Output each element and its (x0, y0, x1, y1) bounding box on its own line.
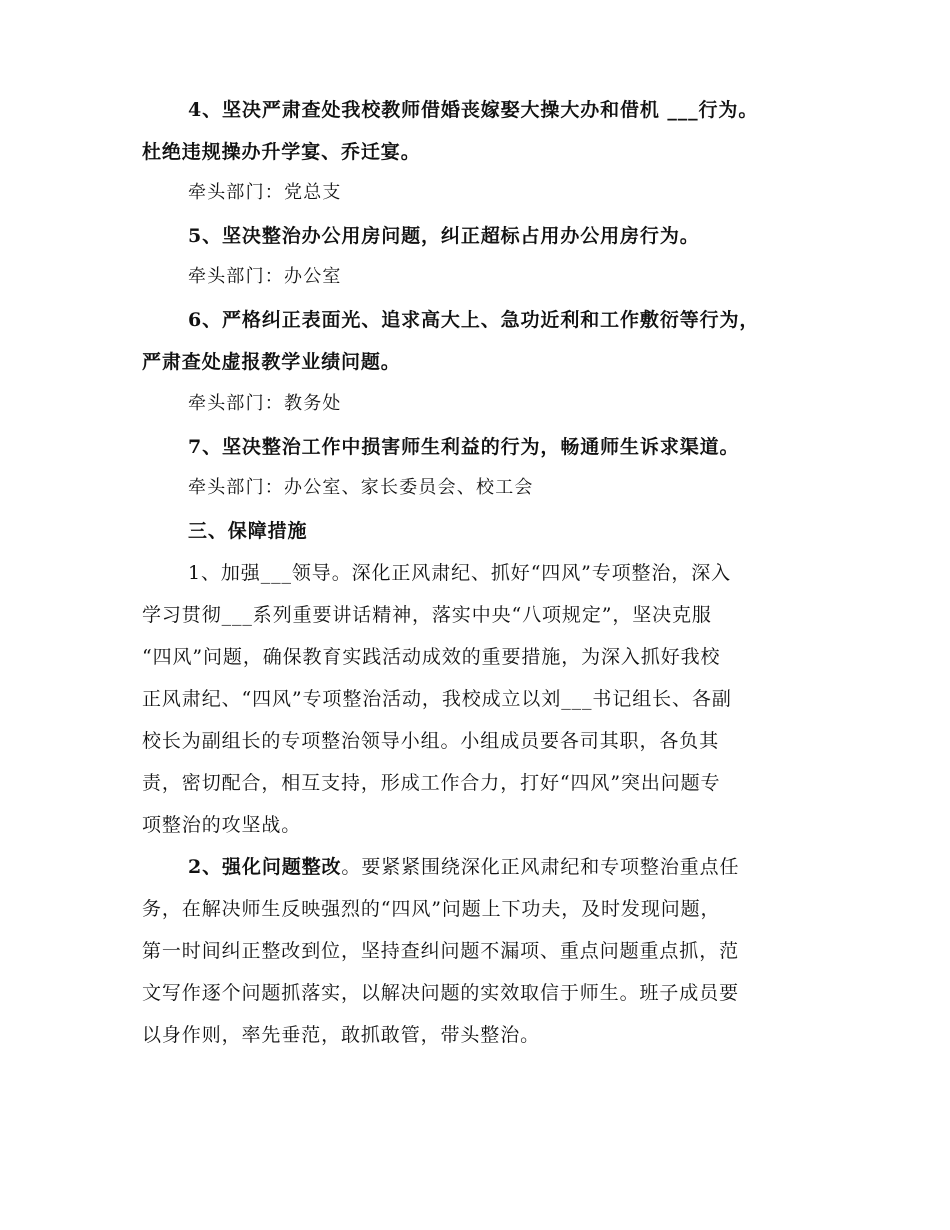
section3-heading: 三、保障措施 (188, 520, 308, 542)
para2-line: 以身作则，率先垂范，敢抓敢管，带头整治。 (142, 1024, 541, 1046)
item4-line1: 4、坚决严肃查处我校教师借婚丧嫁娶大操大办和借机 ___行为。 (188, 99, 759, 121)
para2-first-rest: 。要紧紧围绕深化正风肃纪和专项整治重点任 (341, 856, 740, 878)
para1-line: 校长为副组长的专项整治领导小组。小组成员要各司其职，各负其 (142, 730, 720, 752)
item5-line1: 5、坚决整治办公用房问题，纠正超标占用办公用房行为。 (188, 225, 700, 247)
item7-line1: 7、坚决整治工作中损害师生利益的行为，畅通师生诉求渠道。 (188, 436, 740, 458)
para1-line: 正风肃纪、“四风”专项整治活动，我校成立以刘___书记组长、各副 (142, 688, 732, 710)
item4-lead-dept: 牵头部门：党总支 (188, 182, 342, 203)
item5-lead-dept: 牵头部门：办公室 (188, 266, 342, 287)
para2-first-line (188, 853, 739, 881)
item4-line2: 杜绝违规操办升学宴、乔迁宴。 (142, 141, 421, 163)
para1-line: “四风”问题，确保教育实践活动成效的重要措施，为深入抓好我校 (142, 646, 721, 668)
item7-lead-dept: 牵头部门：办公室、家长委员会、校工会 (188, 477, 534, 498)
para2-line: 第一时间纠正整改到位，坚持查纠问题不漏项、重点问题重点抓，范 (142, 940, 740, 962)
item6-lead-dept: 牵头部门：教务处 (188, 393, 342, 414)
item6-line2: 严肃查处虚报教学业绩问题。 (142, 351, 401, 373)
para1-line: 责，密切配合，相互支持，形成工作合力，打好“四风”突出问题专 (142, 772, 721, 794)
para2-line: 务，在解决师生反映强烈的“四风”问题上下功夫，及时发现问题， (142, 898, 721, 920)
para1-line: 学习贯彻___系列重要讲话精神，落实中央“八项规定”，坚决克服 (142, 604, 712, 626)
para2-line: 文写作逐个问题抓落实，以解决问题的实效取信于师生。班子成员要 (142, 982, 740, 1004)
para2-title: 2、强化问题整改 (188, 856, 342, 878)
para1-line: 1、加强___领导。深化正风肃纪、抓好“四风”专项整治，深入 (188, 562, 732, 584)
para1-line: 项整治的攻坚战。 (142, 814, 302, 836)
item6-line1: 6、严格纠正表面光、追求高大上、急功近利和工作敷衍等行为， (188, 309, 760, 331)
